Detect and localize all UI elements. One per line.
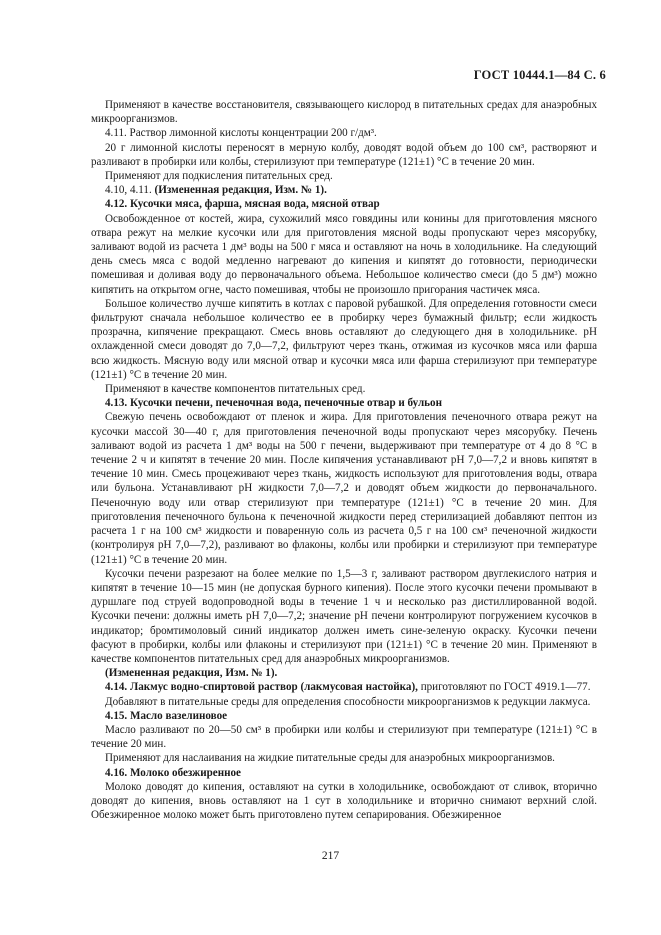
paragraph: Применяют для подкисления питательных сред. xyxy=(105,170,333,183)
paragraph: 4.11. Раствор лимонной кислоты концентрации 200 г/дм³. xyxy=(105,127,377,140)
section-heading xyxy=(91,680,597,694)
section-title: Молоко обезжиренное xyxy=(129,766,241,779)
paragraph: Кусочки печени разрезают на более мелкие по 1,5—3 г, заливают раствором двуглекислого натрия и кипятят в течение 10—15 мин (не допуская бурного кипения). После этого кусочки печени промывают в дуршлаге под струей водопроводной воды в течение 1 ч и несколько раз дистиллированной водой. Кусочки печени: должны иметь рН 7,0—7,2; значение рН печени контролируют погружением кусочков в индикатор; бромтимоловый синий индикатор должен иметь сине-зеленую окраску. Кусочки печени фасуют в пробирки, колбы или флаконы и стерилизуют при (121±1) °С в течение 20 мин. Применяют в качестве компонентов питательных сред для анаэробных микроорганизмов. xyxy=(91,567,597,665)
page-number: 217 xyxy=(321,850,340,862)
section-title: Кусочки печени, печеночная вода, печеночные отвар и бульон xyxy=(129,397,442,410)
amendment-note xyxy=(91,183,597,197)
paragraph: Применяют в качестве восстановителя, связывающего кислород в питательных средах для анаэробных микроорганизмов. xyxy=(91,99,597,126)
section-number: 4.13. xyxy=(105,397,130,410)
paragraph: Добавляют в питательные среды для определения способности микроорганизмов к редукции лакмуса. xyxy=(105,695,591,708)
section-title-rest: приготовляют по ГОСТ 4919.1—77. xyxy=(417,681,591,694)
paragraph: Свежую печень освобождают от пленок и жира. Для приготовления печеночного отвара режут на кусочки массой 30—40 г, для приготовления печеночной воды пропускают через мясорубку. Печень заливают водой из расчета 1 дм³ воды на 500 г печени, выдерживают при температуре от 4 до 8 °С в течение 2 ч и кипятят в течение 20 мин. После кипячения устанавливают рН 7,0—7,2 и вновь кипятят в течение 10 мин. Смесь процеживают через ткань, жидкость используют для приготовления воды, отвара или бульона. Устанавливают рН жидкости 7,0—7,2 и доводят объем жидкости до первоначального. Печеночную воду или отвар стерилизуют при температуре (121±1) °С в течение 20 мин. Для приготовления печеночного бульона к печеночной жидкости перед стерилизацией добавляют пептон из расчета 1 г на 100 см³ жидкости и поваренную соль из расчета 0,5 г на 100 см³ печеночной жидкости (контролируя рН 7,0—7,2), разливают во флаконы, колбы или пробирки и стерилизуют при температуре (121±1) °С в течение 20 мин. xyxy=(91,411,597,566)
section-number: 4.12. xyxy=(105,198,130,211)
page-header: ГОСТ 10444.1—84 С. 6 xyxy=(473,68,606,82)
paragraph: Молоко доводят до кипения, оставляют на сутки в холодильнике, освобождают от сливок, вторично доводят до кипения, вновь оставляют на 1 сут в холодильнике и вторично снимают верхний слой. Обезжиренное молоко может быть приготовлено путем сепарирования. Обезжиренное xyxy=(91,780,597,822)
amendment-note xyxy=(91,666,597,680)
section-title: Кусочки мяса, фарша, мясная вода, мясной отвар xyxy=(129,198,380,211)
paragraph: Применяют для наслаивания на жидкие питательные среды для анаэробных микроорганизмов. xyxy=(105,752,555,765)
section-heading xyxy=(91,396,597,410)
paragraph: 20 г лимонной кислоты переносят в мерную колбу, доводят водой объем до 100 см³, растворяют и разливают в пробирки или колбы, стерилизуют при температуре (121±1) °С в течение 20 мин. xyxy=(91,141,597,168)
amendment-label: 4.10, 4.11. xyxy=(105,184,155,197)
section-number: 4.16. xyxy=(105,766,130,779)
amendment-text: (Измененная редакция, Изм. № 1). xyxy=(154,184,327,197)
section-title: Лакмус водно-спиртовой раствор (лакмусовая настойка), xyxy=(129,681,418,694)
section-number: 4.14. xyxy=(105,681,130,694)
paragraph: Большое количество лучше кипятить в котлах с паровой рубашкой. Для определения готовности смеси фильтруют сначала небольшое количество ее в пробирку через бумажный фильтр; если жидкость прозрачна, кипячение прекращают. Смесь вновь оставляют до следующего дня в холодильнике. рН охлажденной смеси доводят до 7,0—7,2, фильтруют через ткань, отжимая из кусочков мяса или фарша всю жидкость. Мясную воду или мясной отвар и кусочки мяса или фарша стерилизуют при температуре (121±1) °С в течение 20 мин. xyxy=(91,297,597,381)
document-body xyxy=(91,98,597,822)
section-heading xyxy=(91,766,597,780)
paragraph: Освобожденное от костей, жира, сухожилий мясо говядины или конины для приготовления мясного отвара режут на мелкие кусочки или для приготовления мясной воды пропускают через мясорубку, заливают водой из расчета 1 дм³ воды на 500 г мяса и оставляют на ночь в холодильнике. На следующий день смесь мяса с водой медленно нагревают до кипения и кипятят до готовности, периодически помешивая и доливая воду до первоначального объема. Небольшое количество смеси (до 5 дм³) можно кипятить на открытом огне, часто помешивая, чтобы не произошло пригорания частичек мяса. xyxy=(91,212,597,296)
amendment-text: (Измененная редакция, Изм. № 1). xyxy=(105,667,278,680)
section-number: 4.15. xyxy=(105,709,130,722)
paragraph: Применяют в качестве компонентов питательных сред. xyxy=(105,383,366,396)
paragraph: Масло разливают по 20—50 см³ в пробирки или колбы и стерилизуют при температуре (121±1) °С в течение 20 мин. xyxy=(91,723,597,751)
section-heading xyxy=(91,197,597,211)
section-title: Масло вазелиновое xyxy=(129,709,228,722)
section-heading xyxy=(91,709,597,723)
